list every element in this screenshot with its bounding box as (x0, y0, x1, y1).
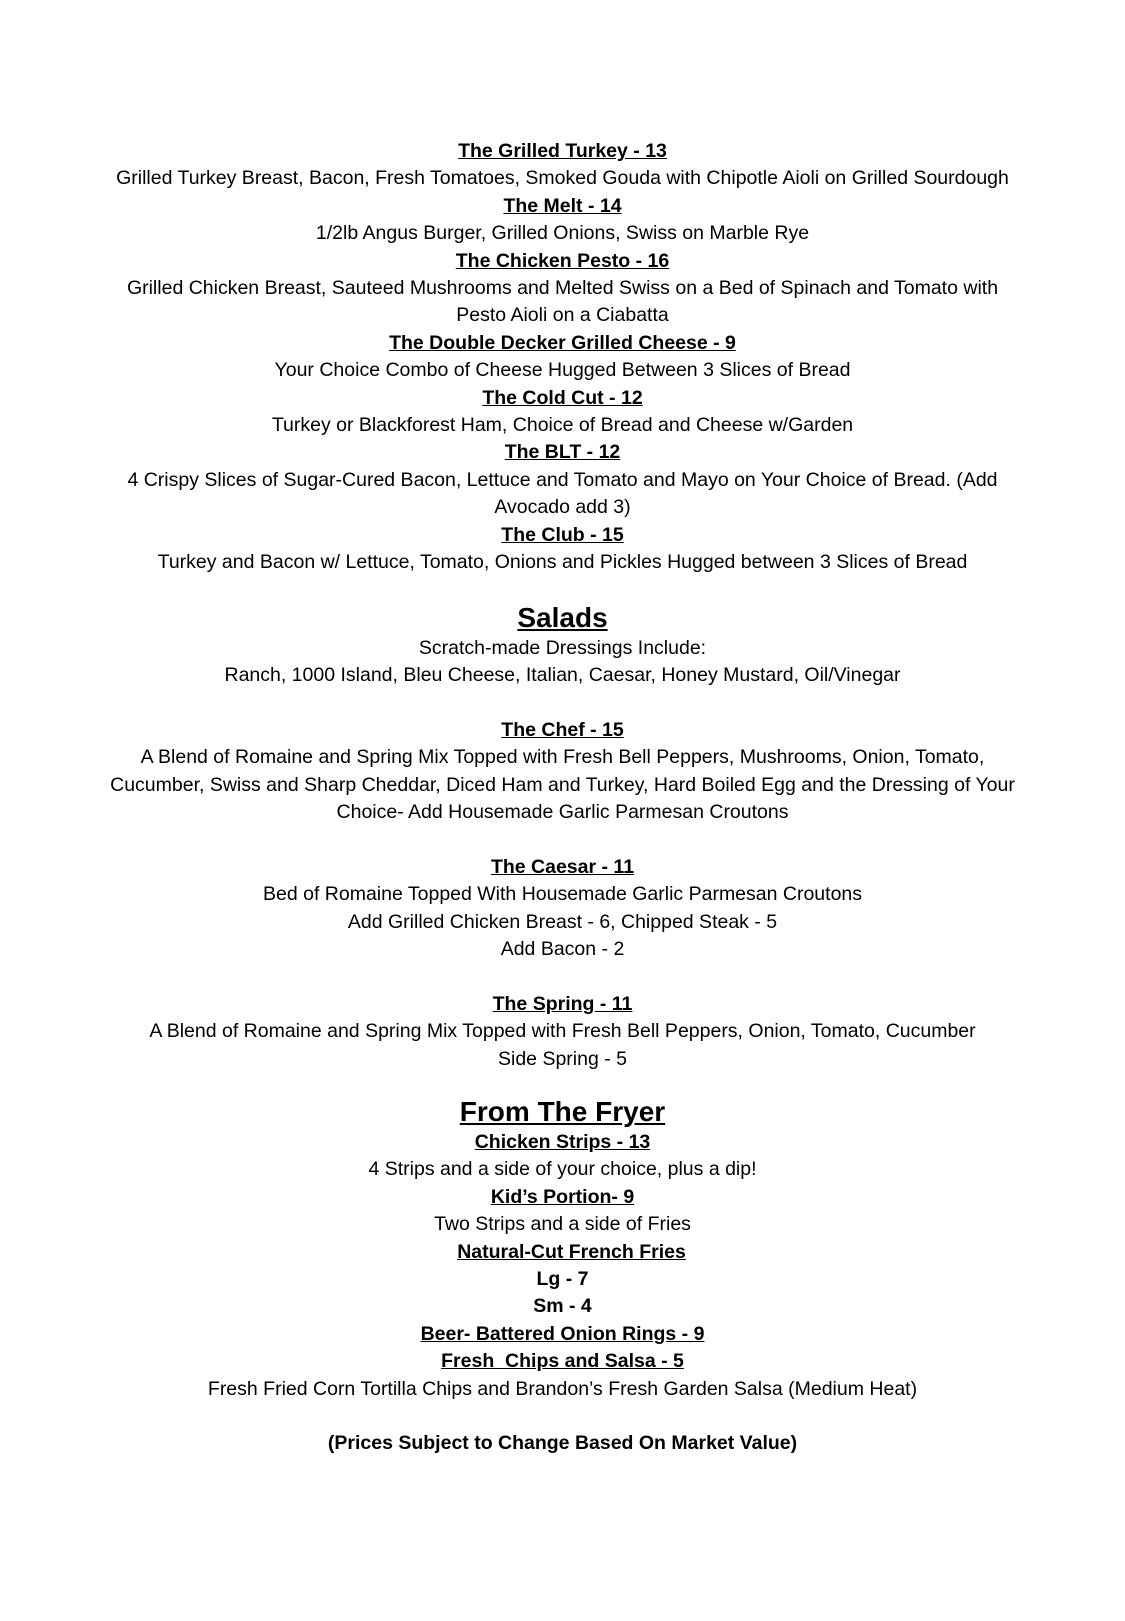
menu-item-description: Fresh Fried Corn Tortilla Chips and Brandon’s Fresh Garden Salsa (Medium Heat) (207, 1377, 918, 1400)
dressings-list: Ranch, 1000 Island, Bleu Cheese, Italian, Caesar, Honey Mustard, Oil/Vinegar (224, 663, 901, 686)
menu-item-description: Side Spring - 5 (498, 1047, 627, 1070)
section-heading-fryer: From The Fryer (459, 1095, 666, 1127)
price-disclaimer: (Prices Subject to Change Based On Market Value) (327, 1432, 798, 1455)
menu-item-title: Natural-Cut French Fries (457, 1240, 686, 1263)
fries-large-price: Lg - 7 (536, 1267, 589, 1290)
menu-item-description: Two Strips and a side of Fries (434, 1213, 691, 1236)
menu-item-description: Turkey or Blackforest Ham, Choice of Bread and Cheese w/Garden (271, 414, 854, 437)
menu-item-description: Add Grilled Chicken Breast - 6, Chipped Steak - 5 (347, 910, 778, 933)
menu-item-description: Choice- Add Housemade Garlic Parmesan Croutons (336, 800, 789, 823)
section-heading-salads: Salads (517, 601, 608, 633)
menu-item-description: 4 Strips and a side of your choice, plus a dip! (368, 1158, 757, 1181)
menu-item-description: 1/2lb Angus Burger, Grilled Onions, Swiss on Marble Rye (315, 222, 810, 245)
menu-item-description: A Blend of Romaine and Spring Mix Topped with Fresh Bell Peppers, Onion, Tomato, Cucumber (149, 1020, 976, 1043)
menu-item-description: 4 Crispy Slices of Sugar-Cured Bacon, Lettuce and Tomato and Mayo on Your Choice of Bread. (Add (127, 468, 998, 491)
menu-item-description: Cucumber, Swiss and Sharp Cheddar, Diced Ham and Turkey, Hard Boiled Egg and the Dressing of Your (110, 773, 1015, 796)
menu-item-title: The Grilled Turkey - 13 (458, 140, 667, 162)
menu-item-title: Kid’s Portion- 9 (490, 1185, 635, 1208)
salads-section (93, 601, 1033, 1073)
menu-item-description: Pesto Aioli on a Ciabatta (456, 304, 669, 327)
menu-item-title: The Double Decker Grilled Cheese - 9 (389, 331, 736, 354)
menu-item-title: Fresh Chips and Salsa - 5 (441, 1350, 684, 1373)
menu-item-description: Grilled Chicken Breast, Sauteed Mushrooms and Melted Swiss on a Bed of Spinach and Tomato with (126, 277, 999, 300)
menu-item-description: A Blend of Romaine and Spring Mix Topped with Fresh Bell Peppers, Mushrooms, Onion, Tomato, (140, 746, 985, 769)
menu-item-description: Bed of Romaine Topped With Housemade Garlic Parmesan Croutons (262, 883, 863, 906)
menu-item-title: The Cold Cut - 12 (482, 386, 643, 409)
fries-small-price: Sm - 4 (533, 1295, 592, 1318)
menu-item-title: Beer- Battered Onion Rings - 9 (420, 1322, 705, 1345)
menu-item-title: Chicken Strips - 13 (474, 1130, 651, 1153)
menu-item-title: The Spring - 11 (492, 992, 633, 1015)
menu-item-title: The Chef - 15 (501, 718, 624, 741)
menu-item-description: Your Choice Combo of Cheese Hugged Between 3 Slices of Bread (274, 359, 851, 382)
menu-item-title: The Chicken Pesto - 16 (455, 249, 670, 272)
menu-item-title: The Club - 15 (501, 523, 624, 546)
fryer-section (93, 1095, 1033, 1458)
menu-item-description: Grilled Turkey Breast, Bacon, Fresh Tomatoes, Smoked Gouda with Chipotle Aioli on Grilled Sourdough (116, 167, 1009, 190)
menu-item-description: Avocado add 3) (494, 496, 631, 519)
menu-item-description: Add Bacon - 2 (500, 937, 625, 960)
menu-item-title: The Melt - 14 (503, 194, 622, 217)
menu-item-description: Turkey and Bacon w/ Lettuce, Tomato, Onions and Pickles Hugged between 3 Slices of Bread (157, 551, 968, 574)
menu-item-title: The Caesar - 11 (490, 855, 635, 878)
dressings-intro: Scratch-made Dressings Include: (418, 636, 707, 659)
menu-item-title: The BLT - 12 (504, 441, 621, 464)
sandwiches-section (93, 138, 1033, 577)
